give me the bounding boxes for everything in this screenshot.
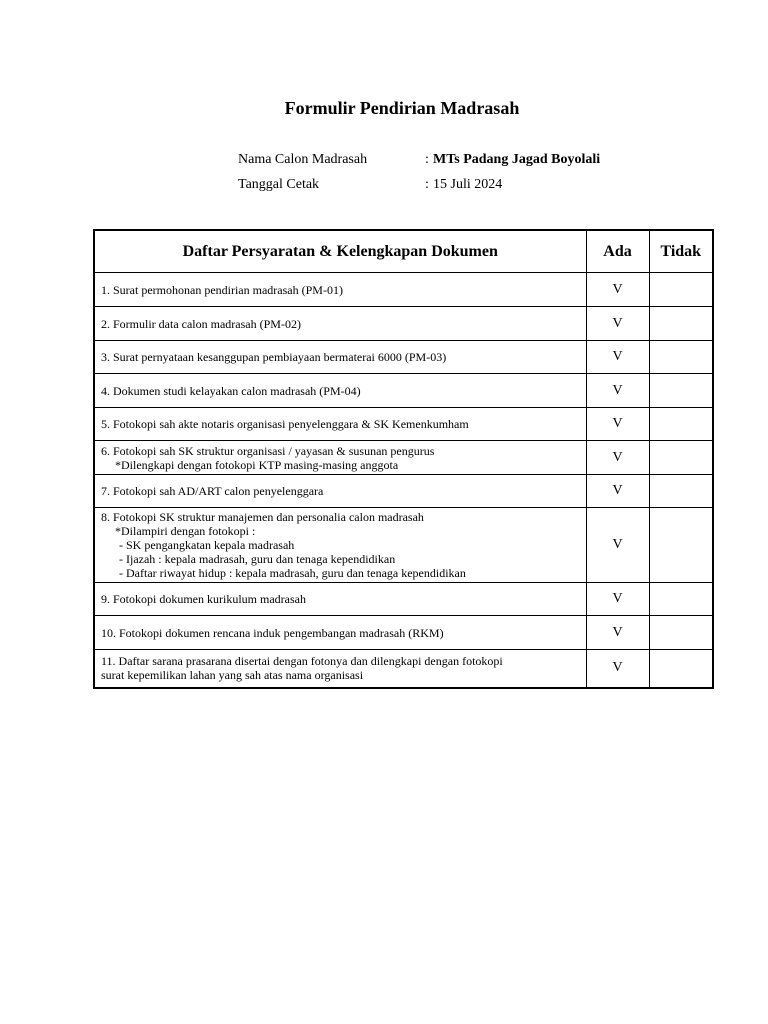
requirement-item	[94, 616, 586, 650]
ada-mark: V	[586, 616, 649, 650]
table-row	[94, 475, 713, 508]
requirement-line: 4. Dokumen studi kelayakan calon madrasah (PM-04)	[101, 383, 361, 398]
ada-mark: V	[586, 408, 649, 441]
requirement-item	[94, 374, 586, 408]
table-row	[94, 441, 713, 475]
requirement-line: surat kepemilikan lahan yang sah atas nama organisasi	[101, 668, 364, 683]
header-ada: Ada	[586, 230, 649, 273]
table-row	[94, 408, 713, 441]
requirement-line: 7. Fotokopi sah AD/ART calon penyelenggara	[101, 484, 324, 498]
date-colon: :	[425, 177, 429, 192]
requirement-item	[94, 650, 586, 688]
ada-mark: V	[586, 441, 649, 475]
requirement-line: - Daftar riwayat hidup : kepala madrasah, guru dan tenaga kependidikan	[119, 566, 466, 580]
name-colon: :	[425, 152, 429, 167]
requirement-line: - Ijazah : kepala madrasah, guru dan tenaga kependidikan	[119, 552, 396, 566]
ada-mark: V	[586, 374, 649, 408]
table-header-row	[94, 230, 713, 273]
requirement-line: *Dilampiri dengan fotokopi :	[115, 524, 256, 538]
requirement-line: 10. Fotokopi dokumen rencana induk pengembangan madrasah (RKM)	[101, 625, 444, 640]
requirement-item	[94, 475, 586, 508]
table-row	[94, 374, 713, 408]
tidak-mark	[649, 307, 713, 341]
document-title: Formulir Pendirian Madrasah	[284, 98, 520, 118]
name-label: Nama Calon Madrasah	[238, 152, 368, 167]
tidak-mark	[649, 374, 713, 408]
tidak-mark	[649, 273, 713, 307]
table-row	[94, 650, 713, 688]
tidak-mark	[649, 508, 713, 583]
requirement-line: 11. Daftar sarana prasarana disertai dengan fotonya dan dilengkapi dengan fotokopi	[101, 654, 503, 669]
requirement-line: 9. Fotokopi dokumen kurikulum madrasah	[101, 592, 306, 606]
table-row	[94, 341, 713, 374]
header-item: Daftar Persyaratan & Kelengkapan Dokumen	[94, 230, 586, 273]
tidak-mark	[649, 341, 713, 374]
tidak-mark	[649, 441, 713, 475]
requirement-item	[94, 508, 586, 583]
table-row	[94, 583, 713, 616]
table-row	[94, 616, 713, 650]
ada-mark: V	[586, 508, 649, 583]
requirement-line: 6. Fotokopi sah SK struktur organisasi / yayasan & susunan pengurus	[101, 443, 435, 458]
requirement-line: 3. Surat pernyataan kesanggupan pembiayaan bermaterai 6000 (PM-03)	[101, 350, 447, 364]
requirement-line: 8. Fotokopi SK struktur manajemen dan personalia calon madrasah	[101, 510, 424, 524]
tidak-mark	[649, 408, 713, 441]
requirement-line: 1. Surat permohonan pendirian madrasah (PM-01)	[101, 282, 343, 297]
requirement-line: - SK pengangkatan kepala madrasah	[119, 538, 295, 552]
requirement-item	[94, 408, 586, 441]
requirement-item	[94, 583, 586, 616]
requirement-line: 2. Formulir data calon madrasah (PM-02)	[101, 316, 301, 331]
requirement-line: 5. Fotokopi sah akte notaris organisasi penyelenggara & SK Kemenkumham	[101, 417, 469, 431]
date-label: Tanggal Cetak	[238, 177, 320, 192]
header-tidak: Tidak	[649, 230, 713, 273]
requirements-table	[93, 229, 714, 689]
tidak-mark	[649, 475, 713, 508]
requirement-item	[94, 273, 586, 307]
name-value: MTs Padang Jagad Boyolali	[433, 152, 601, 167]
ada-mark: V	[586, 583, 649, 616]
table-row	[94, 273, 713, 307]
date-value: 15 Juli 2024	[433, 177, 503, 192]
requirement-item	[94, 341, 586, 374]
requirement-item	[94, 307, 586, 341]
ada-mark: V	[586, 307, 649, 341]
table-row	[94, 307, 713, 341]
ada-mark: V	[586, 650, 649, 688]
ada-mark: V	[586, 273, 649, 307]
tidak-mark	[649, 650, 713, 688]
ada-mark: V	[586, 475, 649, 508]
tidak-mark	[649, 616, 713, 650]
tidak-mark	[649, 583, 713, 616]
requirement-item	[94, 441, 586, 475]
requirement-line: *Dilengkapi dengan fotokopi KTP masing-masing anggota	[115, 457, 399, 472]
table-row	[94, 508, 713, 583]
ada-mark: V	[586, 341, 649, 374]
